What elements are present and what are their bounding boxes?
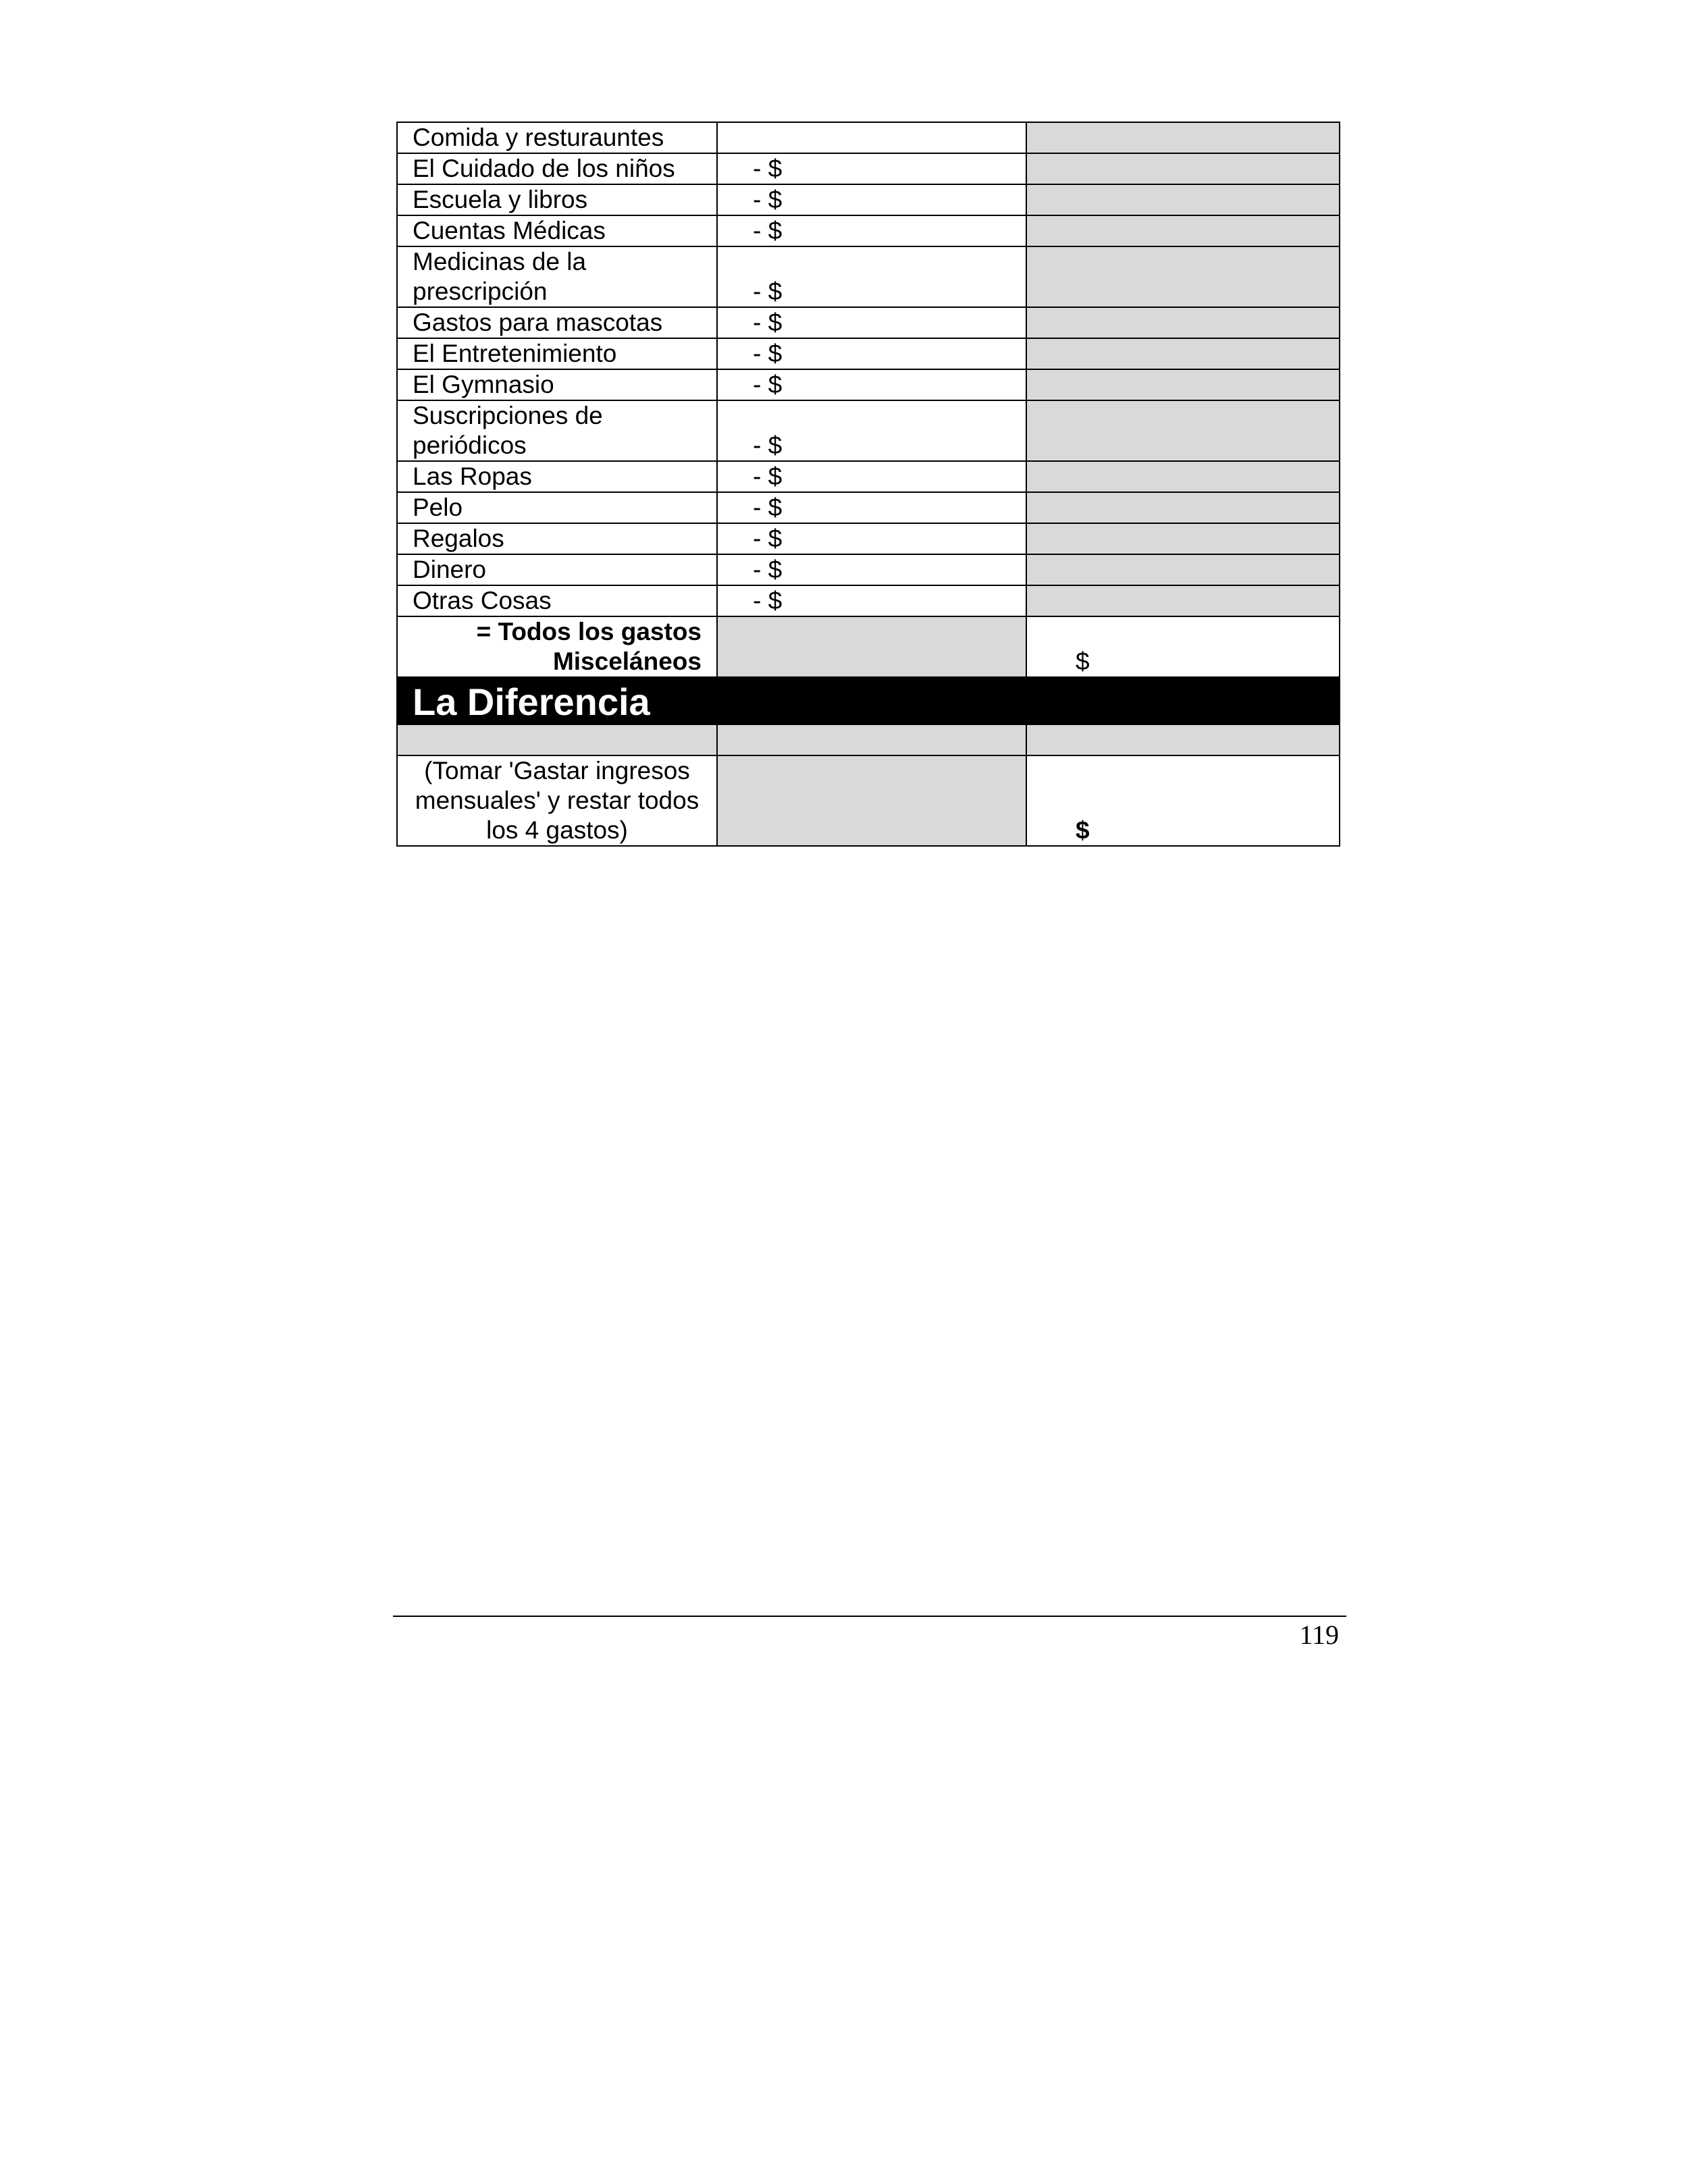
table-row (397, 492, 1340, 523)
row-amount[interactable] (717, 122, 1026, 153)
footer-rule (393, 1616, 1346, 1617)
black-cell (1026, 677, 1340, 724)
row-label: El Gymnasio (397, 369, 717, 400)
row-label: El Entretenimiento (397, 338, 717, 369)
row-amount[interactable]: - $ (717, 554, 1026, 585)
table-row (397, 369, 1340, 400)
row-amount[interactable]: - $ (717, 461, 1026, 492)
shaded-cell (1026, 338, 1340, 369)
row-amount[interactable]: - $ (717, 369, 1026, 400)
row-label: Las Ropas (397, 461, 717, 492)
spacer-row (397, 724, 1340, 755)
row-amount[interactable]: - $ (717, 585, 1026, 616)
shaded-cell (1026, 724, 1340, 755)
row-label: Gastos para mascotas (397, 307, 717, 338)
row-label: Medicinas de la prescripción (397, 246, 717, 307)
row-amount[interactable]: - $ (717, 215, 1026, 246)
table-row (397, 215, 1340, 246)
difference-note: (Tomar 'Gastar ingresos mensuales' y restar todos los 4 gastos) (397, 755, 717, 846)
row-amount[interactable]: - $ (717, 153, 1026, 184)
budget-table (396, 122, 1340, 847)
row-label: Escuela y libros (397, 184, 717, 215)
row-label: Regalos (397, 523, 717, 554)
shaded-cell (717, 755, 1026, 846)
black-cell (717, 677, 1026, 724)
table-row (397, 461, 1340, 492)
table-row (397, 122, 1340, 153)
row-amount[interactable]: - $ (717, 492, 1026, 523)
shaded-cell (1026, 369, 1340, 400)
shaded-cell (1026, 215, 1340, 246)
total-label: = Todos los gastos Misceláneos (397, 616, 717, 677)
row-label: El Cuidado de los niños (397, 153, 717, 184)
shaded-cell (1026, 400, 1340, 461)
row-amount[interactable]: - $ (717, 184, 1026, 215)
shaded-cell (1026, 554, 1340, 585)
difference-value[interactable]: $ (1026, 755, 1340, 846)
page-number: 119 (1299, 1620, 1339, 1650)
table-row (397, 246, 1340, 307)
shaded-cell (717, 616, 1026, 677)
total-row (397, 616, 1340, 677)
shaded-cell (1026, 122, 1340, 153)
shaded-cell (717, 724, 1026, 755)
shaded-cell (1026, 523, 1340, 554)
row-amount[interactable]: - $ (717, 307, 1026, 338)
shaded-cell (1026, 246, 1340, 307)
row-label: Dinero (397, 554, 717, 585)
table-row (397, 554, 1340, 585)
shaded-cell (1026, 585, 1340, 616)
row-label: Comida y resturauntes (397, 122, 717, 153)
row-amount[interactable]: - $ (717, 523, 1026, 554)
row-amount[interactable]: - $ (717, 246, 1026, 307)
total-value[interactable]: $ (1026, 616, 1340, 677)
shaded-cell (397, 724, 717, 755)
shaded-cell (1026, 492, 1340, 523)
table-row (397, 184, 1340, 215)
table-row (397, 585, 1340, 616)
shaded-cell (1026, 184, 1340, 215)
difference-row (397, 755, 1340, 846)
table-row (397, 400, 1340, 461)
shaded-cell (1026, 461, 1340, 492)
row-amount[interactable]: - $ (717, 400, 1026, 461)
row-amount[interactable]: - $ (717, 338, 1026, 369)
row-label: Cuentas Médicas (397, 215, 717, 246)
row-label: Suscripciones de periódicos (397, 400, 717, 461)
table-row (397, 338, 1340, 369)
table-row (397, 523, 1340, 554)
row-label: Pelo (397, 492, 717, 523)
section-title: La Diferencia (397, 677, 717, 724)
shaded-cell (1026, 307, 1340, 338)
section-header-row (397, 677, 1340, 724)
table-row (397, 153, 1340, 184)
table-row (397, 307, 1340, 338)
row-label: Otras Cosas (397, 585, 717, 616)
shaded-cell (1026, 153, 1340, 184)
